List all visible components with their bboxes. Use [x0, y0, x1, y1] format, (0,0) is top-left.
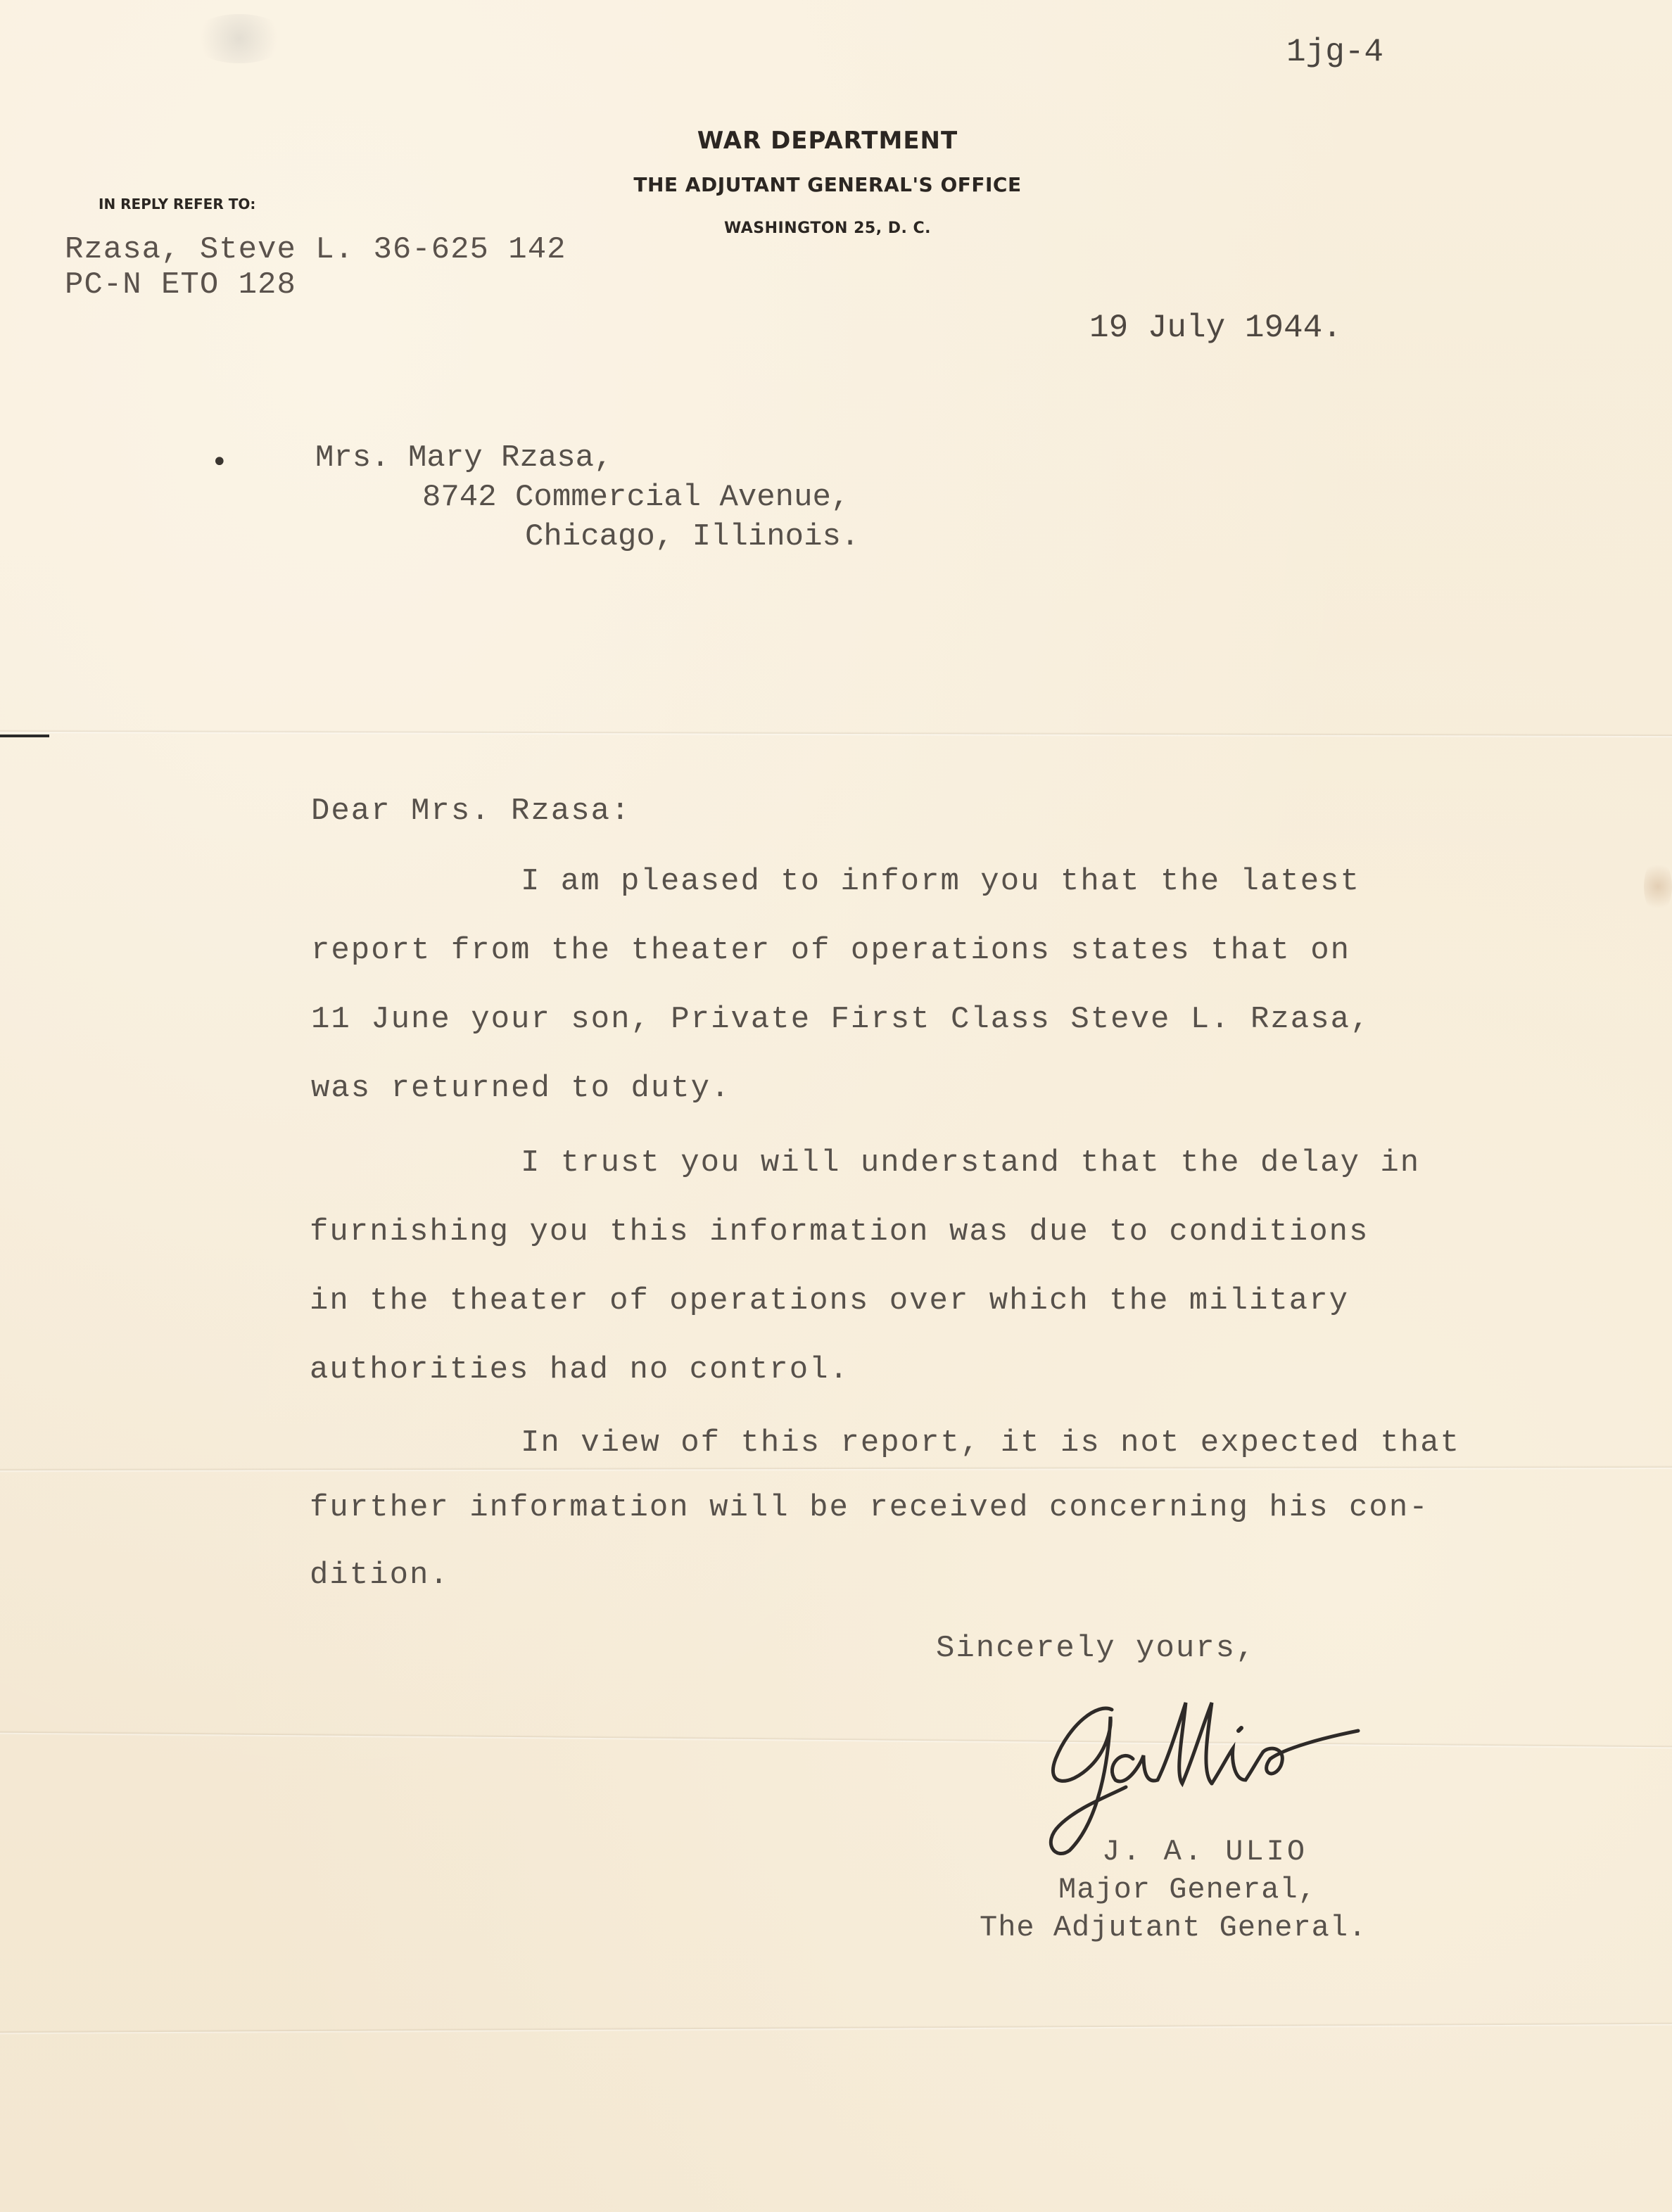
paper-fold-crease	[0, 730, 1672, 738]
paper-stain	[190, 14, 289, 63]
salutation: Dear Mrs. Rzasa:	[311, 794, 631, 829]
signatory-name: J. A. ULIO	[1102, 1835, 1308, 1869]
paper-fold-crease	[0, 1466, 1672, 1473]
bullet-dot-icon: •	[211, 446, 228, 478]
closing: Sincerely yours,	[936, 1631, 1256, 1666]
reply-refer-label: IN REPLY REFER TO:	[99, 196, 256, 212]
letterhead-office: THE ADJUTANT GENERAL'S OFFICE	[633, 173, 1022, 196]
body-line: in the theater of operations over which the military	[310, 1283, 1350, 1318]
recipient-city: Chicago, Illinois.	[525, 519, 860, 554]
body-line: report from the theater of operations states that on	[311, 933, 1351, 968]
body-line: In view of this report, it is not expected that	[521, 1425, 1461, 1461]
body-line: furnishing you this information was due to conditions	[310, 1214, 1369, 1250]
document-code: 1jg-4	[1286, 34, 1384, 70]
recipient-street: 8742 Commercial Avenue,	[422, 480, 850, 515]
body-line: dition.	[310, 1558, 450, 1593]
letterhead-location: WASHINGTON 25, D. C.	[723, 220, 932, 237]
fold-edge-mark	[0, 735, 49, 737]
signatory-rank: Major General,	[1058, 1873, 1317, 1907]
body-line: I am pleased to inform you that the latest	[521, 864, 1360, 899]
reference-line-2: PC-N ETO 128	[65, 267, 296, 303]
paper-stain	[1644, 858, 1672, 915]
body-line: I trust you will understand that the delay in	[521, 1145, 1421, 1181]
letter-date: 19 July 1944.	[1089, 310, 1342, 346]
body-line: was returned to duty.	[311, 1071, 731, 1106]
body-line: further information will be received concerning his con-	[310, 1490, 1429, 1525]
signatory-title: The Adjutant General.	[980, 1911, 1367, 1945]
paper-fold-crease	[0, 2022, 1672, 2035]
recipient-name: Mrs. Mary Rzasa,	[315, 440, 613, 476]
body-line: authorities had no control.	[310, 1352, 849, 1387]
reference-line-1: Rzasa, Steve L. 36-625 142	[65, 232, 566, 267]
body-line: 11 June your son, Private First Class Steve L. Rzasa,	[311, 1002, 1371, 1037]
letterhead-department: WAR DEPARTMENT	[697, 127, 958, 155]
